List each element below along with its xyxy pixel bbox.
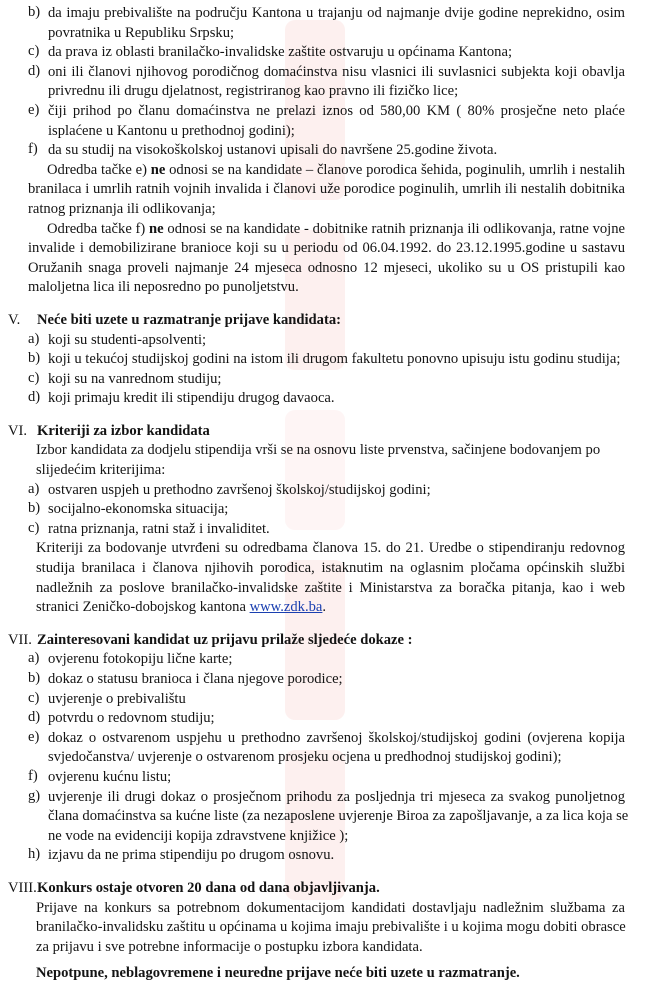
- text-line: Izbor kandidata za dodjelu stipendija vrši se na osnovu liste prvenstva, sačinjene bodovanjem po: [36, 442, 601, 459]
- website-link[interactable]: www.zdk.ba: [249, 599, 323, 616]
- list-item: [0, 670, 650, 690]
- text-line: [36, 598, 625, 618]
- text-line: izjavu da ne prima stipendiju po drugom osnovu.: [48, 847, 335, 864]
- list-item-label: b): [28, 4, 41, 20]
- section-heading: [0, 422, 650, 442]
- text-line: uvjerenje ili drugi dokaz o prosječnom prihodu za posljednja tri mjeseca za svakog punoljetnog: [48, 788, 625, 805]
- section-spacer: [0, 866, 650, 879]
- list-item-label: b): [28, 670, 41, 686]
- list-item: [0, 729, 650, 768]
- text-line: [47, 220, 625, 240]
- list-item: [0, 500, 650, 520]
- list-item-label: b): [28, 500, 41, 517]
- text-line: svjedočanstva/ uvjerenje o ostvarenom prosjeku ocjena u predhodnoj studijskoj godini);: [48, 749, 562, 766]
- emphasis-text: ne: [150, 161, 166, 178]
- list-item: [0, 4, 650, 43]
- text-line: [47, 161, 625, 181]
- section-heading: [0, 879, 650, 899]
- text-line: povratnika u Republiku Srpsku;: [48, 24, 235, 41]
- closing-note: Nepotpune, neblagovremene i neuredne prijave neće biti uzete u razmatranje.: [36, 965, 520, 982]
- list-item: [0, 481, 650, 501]
- list-item-label: e): [28, 728, 40, 745]
- paragraph: [0, 539, 650, 617]
- list-item: [0, 141, 650, 161]
- list-item: [0, 520, 650, 540]
- text-line: branilačko-invalidsku zaštitu u općinama u kojima imaju prebivalište i u kojima mogu dobiti obrasce: [36, 919, 626, 936]
- section-spacer: [0, 409, 650, 422]
- text-line: koji su na vanrednom studiju;: [48, 370, 222, 387]
- text-line: nadležnih za poslove branilačko-invalidske zaštite i Ministarstva za boračka pitanja, kao i web: [36, 579, 625, 596]
- list-item: [0, 389, 650, 409]
- text-line: koji su studenti-apsolventi;: [48, 331, 207, 348]
- paragraph: [0, 899, 650, 958]
- section-number: VII.: [8, 631, 32, 648]
- text-line: ovjerenu fotokopiju lične karte;: [48, 651, 233, 668]
- text-segment: odnosi se na kandidate - dobitnike ratnih priznanja ili odlikovanja, ratne vojne: [163, 220, 625, 237]
- text-line: socijalno-ekonomska situacija;: [48, 501, 229, 518]
- text-segment: Odredba tačke e): [47, 161, 151, 178]
- list-item: [0, 650, 650, 670]
- section-spacer: [0, 298, 650, 311]
- paragraph: [0, 161, 650, 220]
- list-item-label: f): [28, 767, 38, 784]
- list-item-label: a): [28, 650, 40, 667]
- list-item: [0, 331, 650, 351]
- list-item: [0, 63, 650, 102]
- list-item-label: d): [28, 389, 41, 406]
- section-number: VIII.: [8, 879, 37, 896]
- text-line: da su studij na visokoškolskoj ustanovi upisali do navršene 25.godine života.: [48, 142, 498, 159]
- text-segment: odnosi se na kandidate – članove porodica šehida, poginulih, umrlih i nestalih: [165, 161, 625, 178]
- text-line: dokaz o statusu branioca i člana njegove porodice;: [48, 671, 343, 687]
- list-item-label: c): [28, 519, 40, 536]
- text-line: ratnog priznanja ili odlikovanja;: [28, 200, 216, 217]
- text-line: Prijave na konkurs sa potrebnom dokumentacijom kandidati dostavljaju nadležnim službama za: [36, 899, 625, 916]
- text-line: Oružanih snaga proveli najmanje 24 mjeseca odnosno 12 mjeseci, ukoliko su u OS pristupili kao: [28, 259, 625, 276]
- list-item-label: a): [28, 330, 40, 347]
- section-heading: [0, 311, 650, 331]
- text-line: koji u tekućoj studijskoj godini na istom ili drugom fakultetu ponovno upisuju istu godinu studija;: [48, 351, 621, 368]
- document-page: [0, 4, 650, 984]
- text-line: studija branilaca i članova njihovih porodica, istaknutim na oglasnim pločama općinskih službi: [36, 560, 625, 577]
- section-title: Zainteresovani kandidat uz prijavu prilaže sljedeće dokaze :: [37, 631, 413, 648]
- text-line: uvjerenje o prebivalištu: [48, 690, 186, 707]
- list-item-label: c): [28, 43, 40, 60]
- text-line: isplaćene u Kantonu u prethodnoj godini);: [48, 122, 295, 139]
- list-item-label: d): [28, 62, 41, 79]
- list-item-label: h): [28, 846, 41, 863]
- text-line: ostvaren uspjeh u prethodno završenoj školskoj/studijskoj godini;: [48, 481, 431, 498]
- text-line: koji primaju kredit ili stipendiju drugog davaoca.: [48, 390, 335, 407]
- list-item-label: f): [28, 141, 38, 158]
- text-segment: Odredba tačke f): [47, 220, 150, 237]
- list-item-label: e): [28, 101, 40, 118]
- list-item-label: b): [28, 350, 41, 367]
- paragraph: [0, 441, 650, 480]
- section-heading: [0, 631, 650, 651]
- list-item-label: a): [28, 480, 40, 497]
- text-line: ovjerenu kućnu listu;: [48, 768, 172, 785]
- list-item: [0, 768, 650, 788]
- text-line: privrednu ili drugu djelatnost, registriranog kao pravno ili fizičko lice;: [48, 83, 459, 100]
- text-line: ne vode na evidenciji kopija zdravstvene knjižice );: [48, 827, 349, 844]
- paragraph: [0, 220, 650, 298]
- list-item: [0, 709, 650, 729]
- list-item-label: c): [28, 369, 40, 386]
- emphasis-text: ne: [149, 220, 164, 237]
- text-line: slijedećim kriterijima:: [36, 462, 166, 479]
- section-number: VI.: [8, 422, 28, 439]
- text-line: čiji prihod po članu domaćinstva ne prelazi iznos od 580,00 KM ( 80% prosječne neto plaće: [48, 102, 625, 119]
- list-item: [0, 788, 650, 847]
- list-item: [0, 43, 650, 63]
- list-item-label: c): [28, 689, 40, 706]
- section-spacer: [0, 957, 650, 964]
- list-item: [0, 370, 650, 390]
- list-item-label: g): [28, 787, 41, 804]
- text-line: maloljetna lica ili neposredno po punoljetstvu.: [28, 279, 299, 296]
- list-item: [0, 102, 650, 141]
- list-item: [0, 690, 650, 710]
- text-line: oni ili članovi njihovog porodičnog domaćinstva nisu vlasnici ili suvlasnici subjekta koji obavlja: [48, 63, 625, 80]
- text-segment: stranici Zeničko-dobojskog kantona: [36, 599, 250, 616]
- text-line: branilaca i umrlih ratnih vojnih invalida i članovi uže porodice poginulih, umrlih ili nestalih dobitnika: [28, 181, 625, 198]
- text-line: za prijavu i sve potrebne informacije o postupku izbora kandidata.: [36, 938, 423, 955]
- section-title: Neće biti uzete u razmatranje prijave kandidata:: [37, 311, 341, 328]
- list-item-label: d): [28, 709, 41, 726]
- text-segment: .: [322, 599, 327, 616]
- text-line: da prava iz oblasti branilačko-invalidske zaštite ostvaruju u općinama Kantona;: [48, 44, 513, 61]
- list-item: [0, 350, 650, 370]
- list-item: [0, 846, 650, 866]
- text-line: invalide i demobilizirane branioce koji su u periodu od 06.04.1992. do 23.12.1995.godine u sastavu: [28, 240, 625, 257]
- text-line: člana domaćinstva sa kućne liste (za nezaposlene uvjerenje Biroa za zapošljavanje, a za lica koja se: [48, 808, 629, 825]
- text-line: Kriteriji za bodovanje utvrđeni su odredbama članova 15. do 21. Uredbe o stipendiranju redovnog: [36, 540, 625, 557]
- section-number: V.: [8, 311, 21, 328]
- text-line: potvrdu o redovnom studiju;: [48, 710, 215, 727]
- text-line: ratna priznanja, ratni staž i invaliditet.: [48, 520, 270, 537]
- section-title: Konkurs ostaje otvoren 20 dana od dana objavljivanja.: [37, 879, 380, 896]
- section-title: Kriteriji za izbor kandidata: [37, 422, 210, 439]
- section-spacer: [0, 618, 650, 631]
- text-line: da imaju prebivalište na području Kantona u trajanju od najmanje dvije godine neprekidno, osim: [48, 5, 625, 21]
- text-line: dokaz o ostvarenom uspjehu u prethodno završenoj školskoj/studijskoj godini (ovjerena kopija: [48, 729, 625, 746]
